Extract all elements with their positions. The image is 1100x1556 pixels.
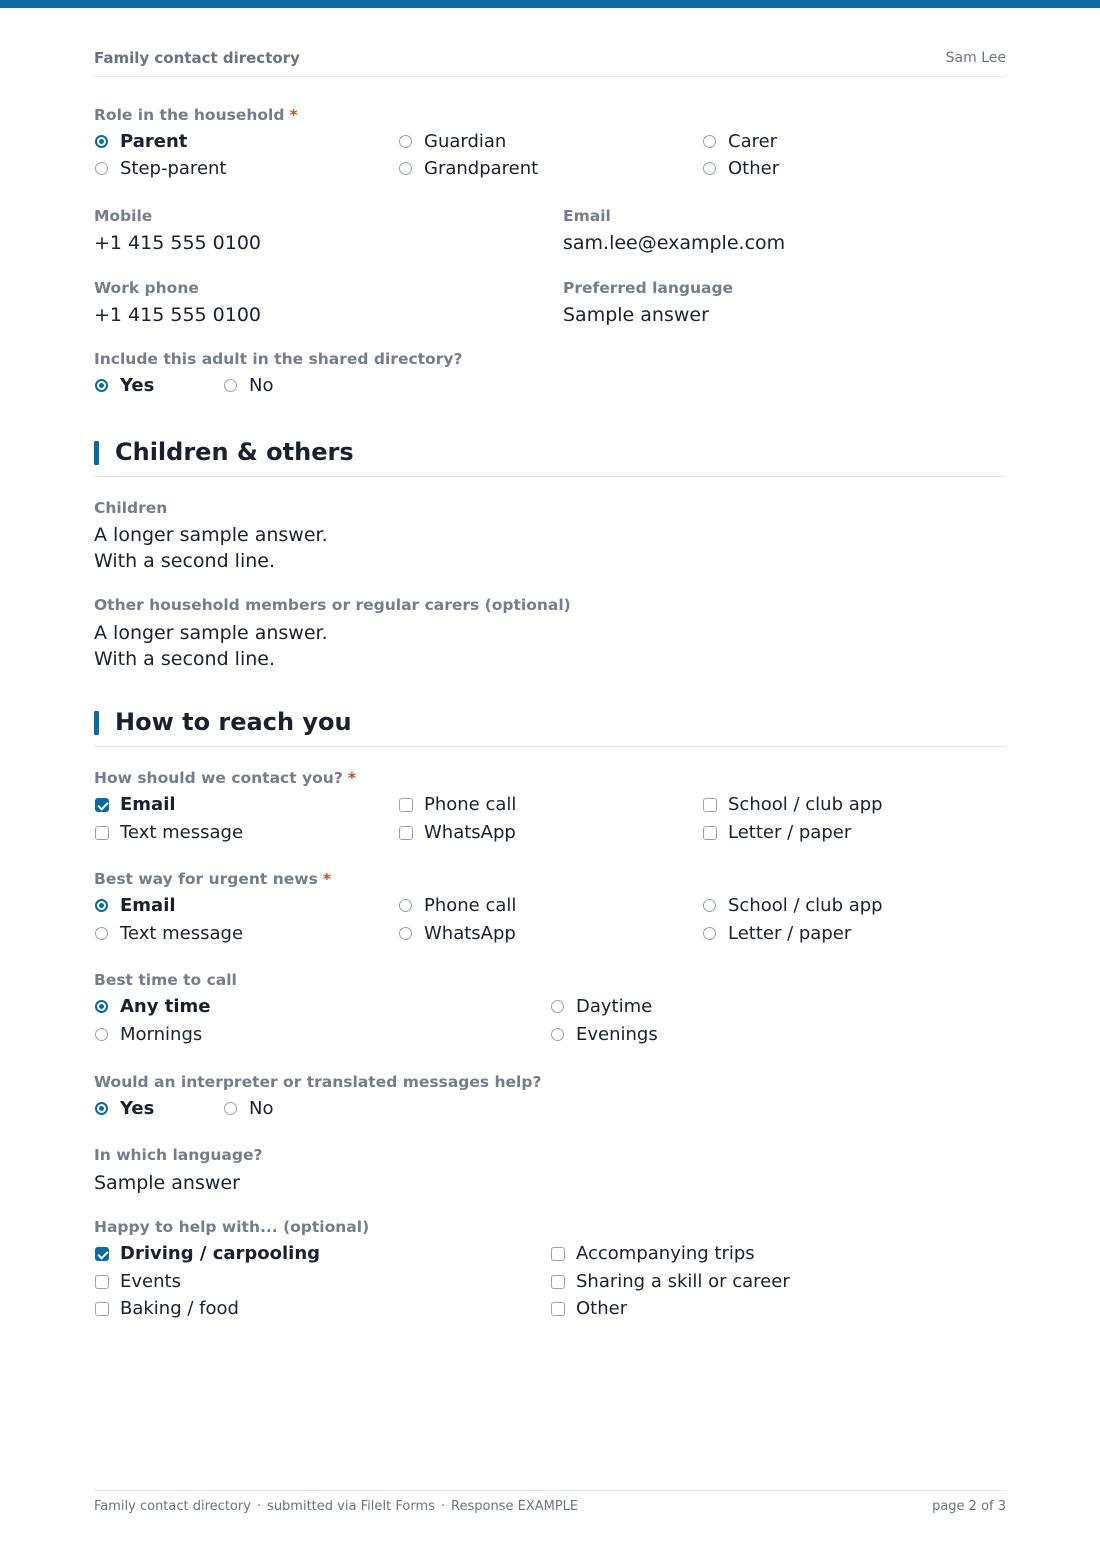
- interpreter-field: [94, 1072, 1006, 1092]
- children-label: Children: [94, 499, 168, 517]
- children-field: [94, 498, 1006, 574]
- radio-icon[interactable]: [399, 899, 412, 912]
- radio-icon[interactable]: [551, 1000, 564, 1013]
- document-title: Family contact directory: [94, 49, 300, 67]
- checkbox-icon[interactable]: [551, 1275, 565, 1289]
- section-accent-bar: [94, 711, 99, 735]
- work-phone-value: +1 415 555 0100: [94, 304, 262, 326]
- include-directory-label: Include this adult in the shared directory?: [94, 350, 463, 368]
- radio-icon[interactable]: [703, 899, 716, 912]
- section-title: Children & others: [115, 438, 354, 466]
- radio-selected-icon[interactable]: [95, 379, 108, 392]
- respondent-name: Sam Lee: [945, 50, 1006, 66]
- email-value: sam.lee@example.com: [563, 232, 786, 254]
- section-children: [94, 438, 1006, 477]
- radio-selected-icon[interactable]: [95, 1000, 108, 1013]
- other-members-field: [94, 595, 1006, 672]
- radio-selected-icon[interactable]: [95, 135, 108, 148]
- contact-methods-label: How should we contact you? *: [94, 769, 356, 787]
- checkbox-icon[interactable]: [551, 1302, 565, 1316]
- radio-icon[interactable]: [703, 162, 716, 175]
- radio-icon[interactable]: [703, 927, 716, 940]
- interpreter-label: Would an interpreter or translated messages help?: [94, 1073, 542, 1091]
- radio-icon[interactable]: [224, 1102, 237, 1115]
- help-with-field: [94, 1217, 1006, 1237]
- page-footer: [94, 1490, 1006, 1521]
- radio-icon[interactable]: [95, 1028, 108, 1041]
- checkbox-icon[interactable]: [399, 826, 413, 840]
- language-label: In which language?: [94, 1146, 263, 1164]
- checkbox-icon[interactable]: [399, 798, 413, 812]
- preferred-language-label: Preferred language: [563, 279, 734, 297]
- contact-methods-field: [94, 768, 1006, 788]
- email-field: [563, 206, 1003, 256]
- other-members-label: Other household members or regular carers (optional): [94, 596, 571, 614]
- checkbox-checked-icon[interactable]: [95, 1247, 109, 1261]
- checkbox-icon[interactable]: [95, 826, 109, 840]
- children-value-line2: With a second line.: [94, 550, 275, 572]
- radio-icon[interactable]: [399, 135, 412, 148]
- mobile-label: Mobile: [94, 207, 153, 225]
- section-how-to-reach: [94, 708, 1006, 747]
- children-value-line1: A longer sample answer.: [94, 524, 328, 546]
- work-phone-field: [94, 278, 534, 328]
- best-time-field: [94, 970, 1006, 990]
- urgent-news-label: Best way for urgent news *: [94, 870, 331, 888]
- best-time-label: Best time to call: [94, 971, 237, 989]
- preferred-language-value: Sample answer: [563, 304, 709, 326]
- other-members-value-line1: A longer sample answer.: [94, 622, 328, 644]
- radio-icon[interactable]: [399, 927, 412, 940]
- radio-icon[interactable]: [399, 162, 412, 175]
- required-marker: *: [322, 870, 331, 888]
- section-title: How to reach you: [115, 708, 352, 736]
- page-number: page 2 of 3: [932, 1499, 1006, 1514]
- help-with-label: Happy to help with... (optional): [94, 1218, 370, 1236]
- radio-selected-icon[interactable]: [95, 899, 108, 912]
- footer-info: Family contact directory · submitted via FileIt Forms · Response EXAMPLE: [94, 1499, 579, 1514]
- role-field: [94, 105, 1006, 125]
- required-marker: *: [347, 769, 356, 787]
- include-directory-field: [94, 349, 1006, 369]
- radio-icon[interactable]: [95, 162, 108, 175]
- checkbox-icon[interactable]: [703, 798, 717, 812]
- language-field: [94, 1145, 1006, 1196]
- page-header: [94, 48, 1006, 77]
- radio-icon[interactable]: [703, 135, 716, 148]
- checkbox-icon[interactable]: [95, 1302, 109, 1316]
- top-accent-bar: [0, 0, 1100, 8]
- radio-selected-icon[interactable]: [95, 1102, 108, 1115]
- checkbox-icon[interactable]: [95, 1275, 109, 1289]
- mobile-value: +1 415 555 0100: [94, 232, 262, 254]
- urgent-news-field: [94, 869, 1006, 889]
- role-label: Role in the household *: [94, 106, 298, 124]
- radio-icon[interactable]: [551, 1028, 564, 1041]
- work-phone-label: Work phone: [94, 279, 199, 297]
- required-marker: *: [289, 106, 298, 124]
- language-value: Sample answer: [94, 1172, 240, 1194]
- mobile-field: [94, 206, 534, 256]
- section-accent-bar: [94, 441, 99, 465]
- checkbox-icon[interactable]: [703, 826, 717, 840]
- preferred-language-field: [563, 278, 1003, 328]
- checkbox-icon[interactable]: [551, 1247, 565, 1261]
- email-label: Email: [563, 207, 611, 225]
- radio-icon[interactable]: [95, 927, 108, 940]
- checkbox-checked-icon[interactable]: [95, 798, 109, 812]
- other-members-value-line2: With a second line.: [94, 648, 275, 670]
- radio-icon[interactable]: [224, 379, 237, 392]
